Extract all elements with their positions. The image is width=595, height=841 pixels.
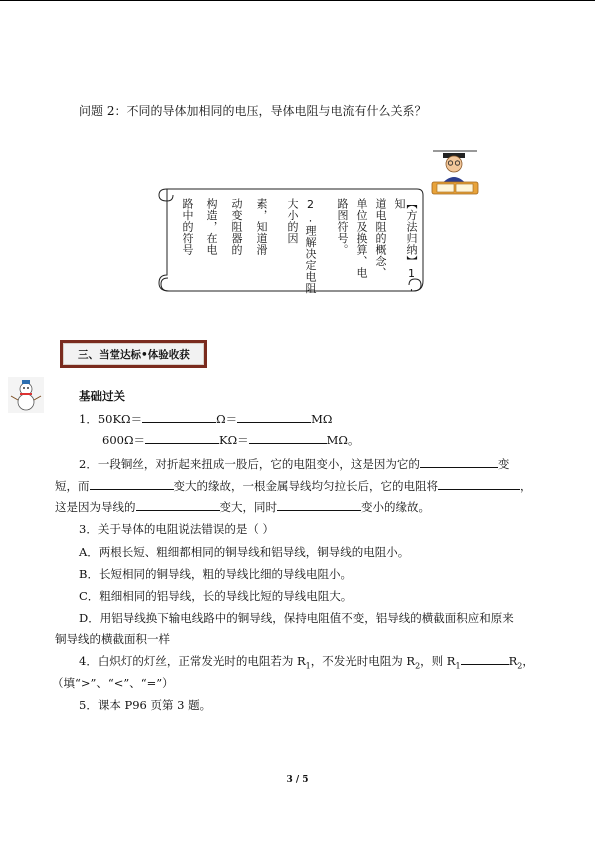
q4-line-2: （填“>”、“<”、“=”）: [52, 676, 174, 690]
method-col-3: 单位及换算、电: [355, 198, 368, 279]
q1-line-1: [79, 411, 332, 427]
q2-line-3: [55, 499, 430, 515]
q1-blank-1[interactable]: [142, 411, 216, 423]
q5: 5．课本 P96 页第 3 题。: [79, 698, 212, 712]
q2-line-1: [79, 456, 509, 472]
basic-title: 基础过关: [79, 389, 125, 403]
q4-sub-2: 2: [415, 661, 421, 671]
q4-c: ，则 R: [420, 654, 456, 668]
q4-e: ，: [522, 654, 534, 668]
q2-l3-a: 这是因为导线的: [55, 500, 136, 514]
section-header: [60, 340, 207, 368]
method-col-4: 路图符号。: [336, 198, 349, 256]
method-col-1: 【方法归纳】1.知: [393, 198, 418, 294]
q1-blank-3[interactable]: [145, 432, 219, 444]
q2-l1-b: 变: [497, 457, 510, 471]
q2-blank-4[interactable]: [136, 499, 220, 511]
q1-l2-b: KΩ＝: [219, 433, 249, 447]
method-col-5: 2.理解决定电阻: [304, 198, 317, 294]
method-col-10: 路中的符号: [181, 198, 194, 256]
page-number: 3 / 5: [286, 775, 309, 785]
section-header-label: 三、当堂达标•体验收获: [63, 343, 204, 365]
method-col-7: 素，知道滑: [255, 198, 268, 256]
q4-b: ，不发光时电阻为 R: [310, 654, 416, 668]
q3-option-c: C．粗细相同的铝导线，长的导线比短的导线电阻大。: [79, 589, 353, 603]
q3-stem: 3．关于导体的电阻说法错误的是（ ）: [79, 522, 274, 536]
q2-blank-2[interactable]: [90, 478, 174, 490]
q3-option-d-line-2: 铜导线的横截面积一样: [55, 632, 170, 646]
q2-line-2: [55, 478, 532, 494]
q3-option-d-line-1: D．用铝导线换下输电线路中的铜导线，保持电阻值不变，铝导线的横截面积应和原来: [79, 611, 514, 625]
q1-l1-c: MΩ: [311, 412, 333, 426]
method-col-2: 道电阻的概念、: [374, 198, 387, 279]
q4-line-1: [79, 653, 534, 670]
teacher-icon: [429, 150, 481, 196]
q2-l3-b: 变大，同时: [219, 500, 277, 514]
q4-a: 4．白炽灯的灯丝，正常发光时的电阻若为 R: [79, 654, 306, 668]
q1-l1-b: Ω＝: [216, 412, 238, 426]
q1-l1-a: 1．50KΩ＝: [79, 412, 143, 426]
q2-blank-3[interactable]: [438, 478, 520, 490]
q1-blank-2[interactable]: [237, 411, 311, 423]
q1-line-2: [102, 432, 359, 448]
snowman-icon: [8, 377, 44, 413]
q1-l2-a: 600Ω＝: [102, 433, 145, 447]
q2-blank-5[interactable]: [277, 499, 361, 511]
q4-sub-1: 1: [305, 661, 311, 671]
q4-d: R: [508, 654, 518, 668]
top-rule: [0, 0, 595, 1]
method-scroll-box: [155, 181, 425, 298]
q2-blank-1[interactable]: [420, 456, 498, 468]
q4-sub-3: 1: [455, 661, 461, 671]
q2-l2-c: ，: [520, 479, 532, 493]
q2-l1-a: 2．一段铜丝，对折起来扭成一股后，它的电阻变小，这是因为它的: [79, 457, 420, 471]
q2-l2-b: 变大的缘故，一根金属导线均匀拉长后，它的电阻将: [173, 479, 438, 493]
q1-blank-4[interactable]: [249, 432, 327, 444]
question-2: 问题 2：不同的导体加相同的电压，导体电阻与电流有什么关系？: [79, 104, 427, 118]
method-col-6: 大小的因: [286, 198, 299, 244]
method-col-9: 构造，在电: [205, 198, 218, 256]
q3-option-b: B．长短相同的铜导线，粗的导线比细的导线电阻小。: [79, 567, 352, 581]
q2-l3-c: 变小的缘故。: [361, 500, 430, 514]
q1-l2-c: MΩ。: [326, 433, 360, 447]
q3-option-a: A．两根长短、粗细都相同的铜导线和铝导线，铜导线的电阻小。: [79, 545, 410, 559]
method-col-8: 动变阻器的: [230, 198, 243, 256]
q2-l2-a: 短，而: [55, 479, 90, 493]
q4-sub-4: 2: [517, 661, 523, 671]
q4-blank[interactable]: [461, 653, 509, 665]
